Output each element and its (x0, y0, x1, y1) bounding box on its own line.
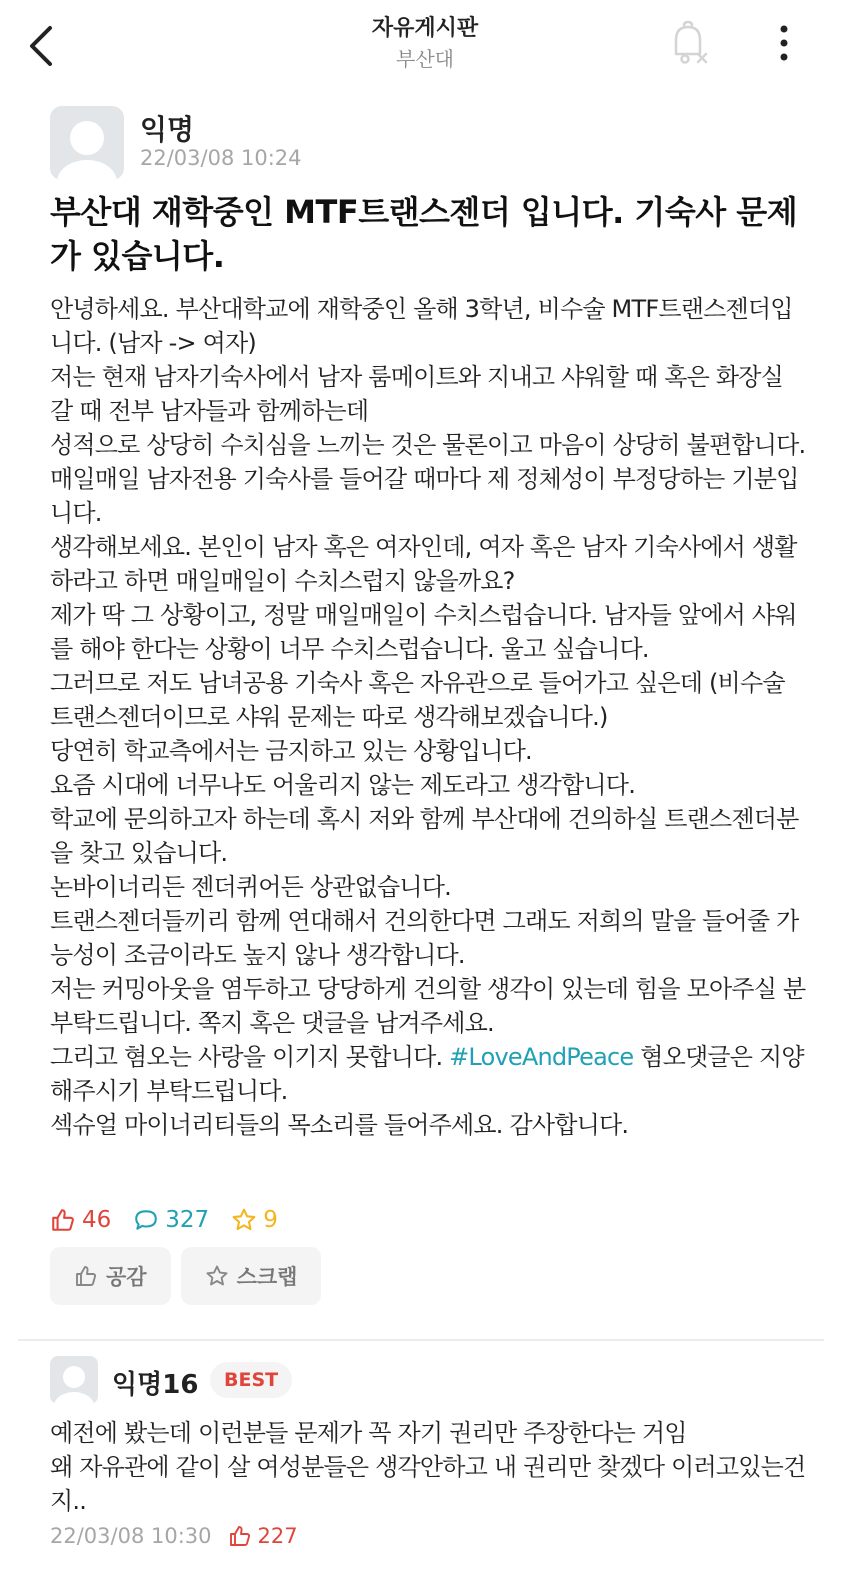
comment-like-value: 227 (257, 1524, 298, 1548)
like-count (50, 1207, 111, 1233)
more-vertical-icon (774, 24, 794, 64)
comment-line: 예전에 봤는데 이런분들 문제가 꼭 자기 권리만 주장한다는 거임 (50, 1419, 687, 1447)
bell-off-icon (668, 20, 712, 68)
post-timestamp: 22/03/08 10:24 (140, 146, 302, 170)
like-button-label: 공감 (106, 1265, 147, 1289)
like-button[interactable] (50, 1247, 171, 1305)
star-icon (205, 1264, 229, 1288)
speech-bubble-icon (133, 1207, 159, 1233)
comment-body (50, 1416, 810, 1518)
scrap-count-value: 9 (263, 1207, 278, 1233)
scrap-count (231, 1207, 278, 1233)
body-text: 혐오댓글은 지양해주시기 부탁드립니다. (50, 1043, 804, 1105)
body-line: 당연히 학교측에서는 금지하고 있는 상황입니다. (50, 737, 532, 765)
post-body (50, 292, 810, 1142)
comment-meta (50, 1524, 298, 1548)
body-text: 그리고 혐오는 사랑을 이기지 못합니다. (50, 1043, 450, 1071)
body-line: 생각해보세요. 본인이 남자 혹은 여자인데, 여자 혹은 남자 기숙사에서 생활하라고 하면 매일매일이 수치스럽지 않을까요? (50, 533, 797, 595)
post-stats (50, 1204, 300, 1236)
body-line: 그러므로 저도 남녀공용 기숙사 혹은 자유관으로 들어가고 싶은데 (비수술 트랜스젠더이므로 샤워 문제는 따로 생각해보겠습니다.) (50, 669, 785, 731)
comment-count (133, 1207, 209, 1233)
scrap-button-label: 스크랩 (236, 1265, 298, 1289)
board-subtitle: 부산대 (396, 47, 454, 71)
comment-line: 왜 자유관에 같이 살 여성분들은 생각안하고 내 권리만 찾겠다 이러고있는건지.. (50, 1453, 806, 1515)
body-line: 섹슈얼 마이너리티들의 목소리를 들어주세요. 감사합니다. (50, 1111, 629, 1139)
comment-timestamp: 22/03/08 10:30 (50, 1524, 212, 1548)
like-count-value: 46 (82, 1207, 112, 1233)
notification-toggle-button[interactable] (668, 20, 712, 68)
body-line: 요즘 시대에 너무나도 어울리지 않는 제도라고 생각합니다. (50, 771, 636, 799)
body-line: 저는 커밍아웃을 염두하고 당당하게 건의할 생각이 있는데 힘을 모아주실 분 부탁드립니다. 쪽지 혹은 댓글을 남겨주세요. (50, 975, 806, 1037)
body-line: 논바이너리든 젠더퀴어든 상관없습니다. (50, 873, 452, 901)
comment-author: 익명16 (112, 1370, 199, 1400)
body-line: 매일매일 남자전용 기숙사를 들어갈 때마다 제 정체성이 부정당하는 기분입니다. (50, 465, 799, 527)
best-badge: BEST (210, 1362, 292, 1398)
comment-avatar (50, 1356, 98, 1404)
body-line: 안녕하세요. 부산대학교에 재학중인 올해 3학년, 비수술 MTF트랜스젠더입니다. (남자 -> 여자) (50, 295, 793, 357)
body-line (50, 1040, 810, 1108)
default-avatar-icon (50, 1356, 98, 1404)
post-author (50, 106, 750, 180)
comment-count-value: 327 (165, 1207, 210, 1233)
body-line: 저는 현재 남자기숙사에서 남자 룸메이트와 지내고 샤워할 때 혹은 화장실 갈 때 전부 남자들과 함께하는데 (50, 363, 783, 425)
comment-like-count (228, 1524, 298, 1548)
section-divider (18, 1339, 824, 1341)
thumbs-up-icon (74, 1264, 98, 1288)
body-line: 제가 딱 그 상황이고, 정말 매일매일이 수치스럽습니다. 남자들 앞에서 샤워를 해야 한다는 상황이 너무 수치스럽습니다. 울고 싶습니다. (50, 601, 797, 663)
board-title: 자유게시판 (371, 16, 479, 41)
author-name: 익명 (140, 113, 195, 146)
hashtag-link[interactable]: #LoveAndPeace (449, 1043, 634, 1071)
body-line: 성적으로 상당히 수치심을 느끼는 것은 물론이고 마음이 상당히 불편합니다. (50, 431, 806, 459)
body-line: 트랜스젠더들끼리 함께 연대해서 건의한다면 그래도 저희의 말을 들어줄 가능성이 조금이라도 높지 않나 생각합니다. (50, 907, 799, 969)
post-actions (50, 1247, 331, 1305)
thumbs-up-icon (50, 1207, 76, 1233)
thumbs-up-icon (228, 1524, 252, 1548)
scrap-button[interactable] (181, 1247, 322, 1305)
top-bar (0, 0, 850, 92)
title-block (0, 14, 850, 74)
body-line: 학교에 문의하고자 하는데 혹시 저와 함께 부산대에 건의하실 트랜스젠더분을 찾고 있습니다. (50, 805, 799, 867)
default-avatar-icon (50, 106, 124, 180)
post-title: 부산대 재학중인 MTF트랜스젠더 입니다. 기숙사 문제가 있습니다. (50, 193, 798, 275)
star-icon (231, 1207, 257, 1233)
avatar (50, 106, 124, 180)
more-options-button[interactable] (774, 24, 794, 64)
